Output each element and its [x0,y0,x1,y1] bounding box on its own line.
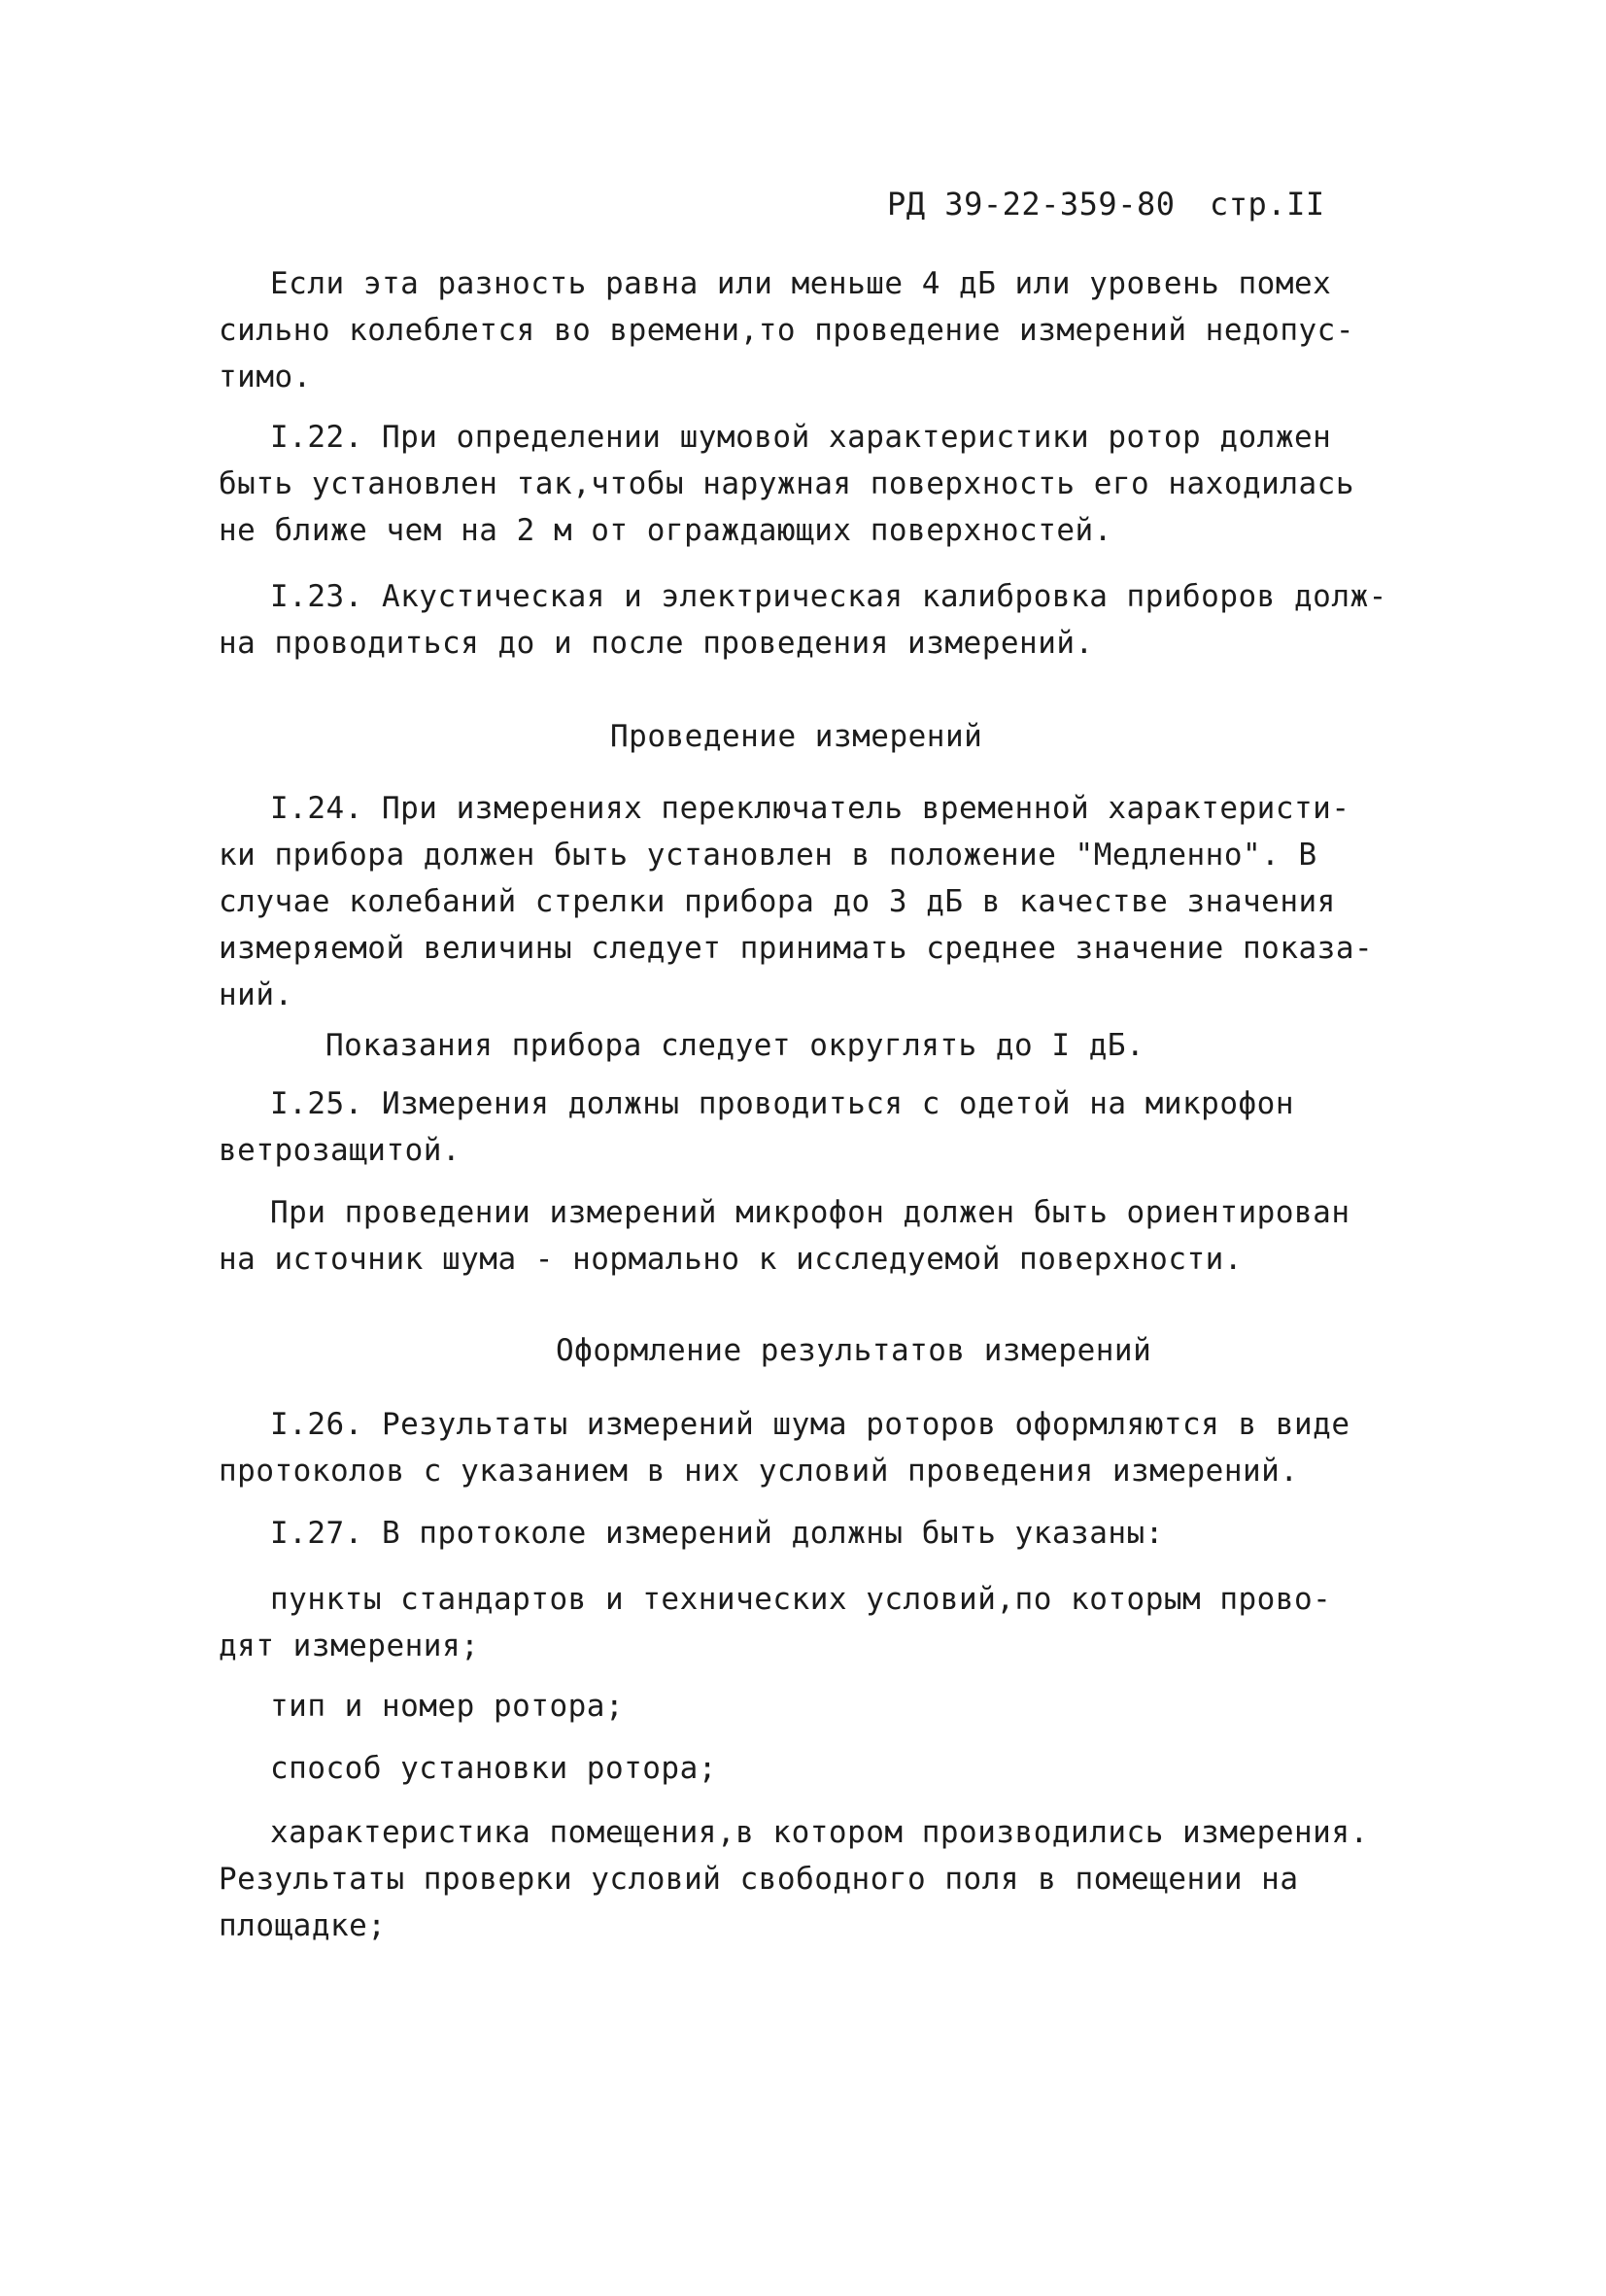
paragraph-line: При проведении измерений микрофон должен быть ориентирован [270,1195,1350,1230]
page-number: стр.II [1210,186,1325,223]
paragraph-line: I.22. При определении шумовой характеристики ротор должен [270,420,1332,455]
list-item-line: Результаты проверки условий свободного поля в помещении на [219,1862,1299,1897]
list-item-line: пункты стандартов и технических условий,по которым прово- [270,1582,1332,1617]
list-item-line: способ установки ротора; [270,1751,717,1786]
document-reference: РД 39-22-359-80 [887,186,1176,223]
list-item-line: тип и номер ротора; [270,1689,625,1724]
paragraph-line: быть установлен так,чтобы наружная поверхность его находилась [219,466,1354,501]
paragraph-line: I.27. В протоколе измерений должны быть указаны: [270,1516,1164,1551]
paragraph-line: протоколов с указанием в них условий проведения измерений. [219,1454,1299,1489]
paragraph-line: измеряемой величины следует принимать среднее значение показа- [219,931,1374,966]
paragraph-line: ки прибора должен быть установлен в положение "Медленно". В [219,838,1317,873]
paragraph-line: ветрозащитой. [219,1133,461,1168]
paragraph-line: не ближе чем на 2 м от ограждающих поверхностей. [219,513,1112,548]
paragraph-line: Если эта разность равна или меньше 4 дБ или уровень помех [270,266,1332,301]
paragraph-line: I.26. Результаты измерений шума роторов оформляются в виде [270,1407,1350,1442]
paragraph-line: случае колебаний стрелки прибора до 3 дБ в качестве значения [219,884,1336,919]
paragraph-line: I.24. При измерениях переключатель временной характеристи- [270,791,1350,826]
list-item-line: дят измерения; [219,1628,480,1663]
paragraph-line: I.23. Акустическая и электрическая калибровка приборов долж- [270,579,1387,614]
paragraph-line: ний. [219,977,293,1012]
paragraph-line: I.25. Измерения должны проводиться с одетой на микрофон [270,1086,1294,1121]
list-item-line: площадке; [219,1908,387,1943]
section-heading: Оформление результатов измерений [556,1333,1152,1368]
paragraph-line: тимо. [219,360,312,394]
section-heading: Проведение измерений [610,719,983,754]
paragraph-line: на источник шума - нормально к исследуемой поверхности. [219,1242,1243,1277]
list-item-line: характеристика помещения,в котором производились измерения. [270,1815,1369,1850]
paragraph-line: Показания прибора следует округлять до I дБ. [325,1028,1145,1063]
paragraph-line: на проводиться до и после проведения измерений. [219,626,1094,661]
paragraph-line: сильно колеблется во времени,то проведение измерений недопус- [219,313,1354,348]
